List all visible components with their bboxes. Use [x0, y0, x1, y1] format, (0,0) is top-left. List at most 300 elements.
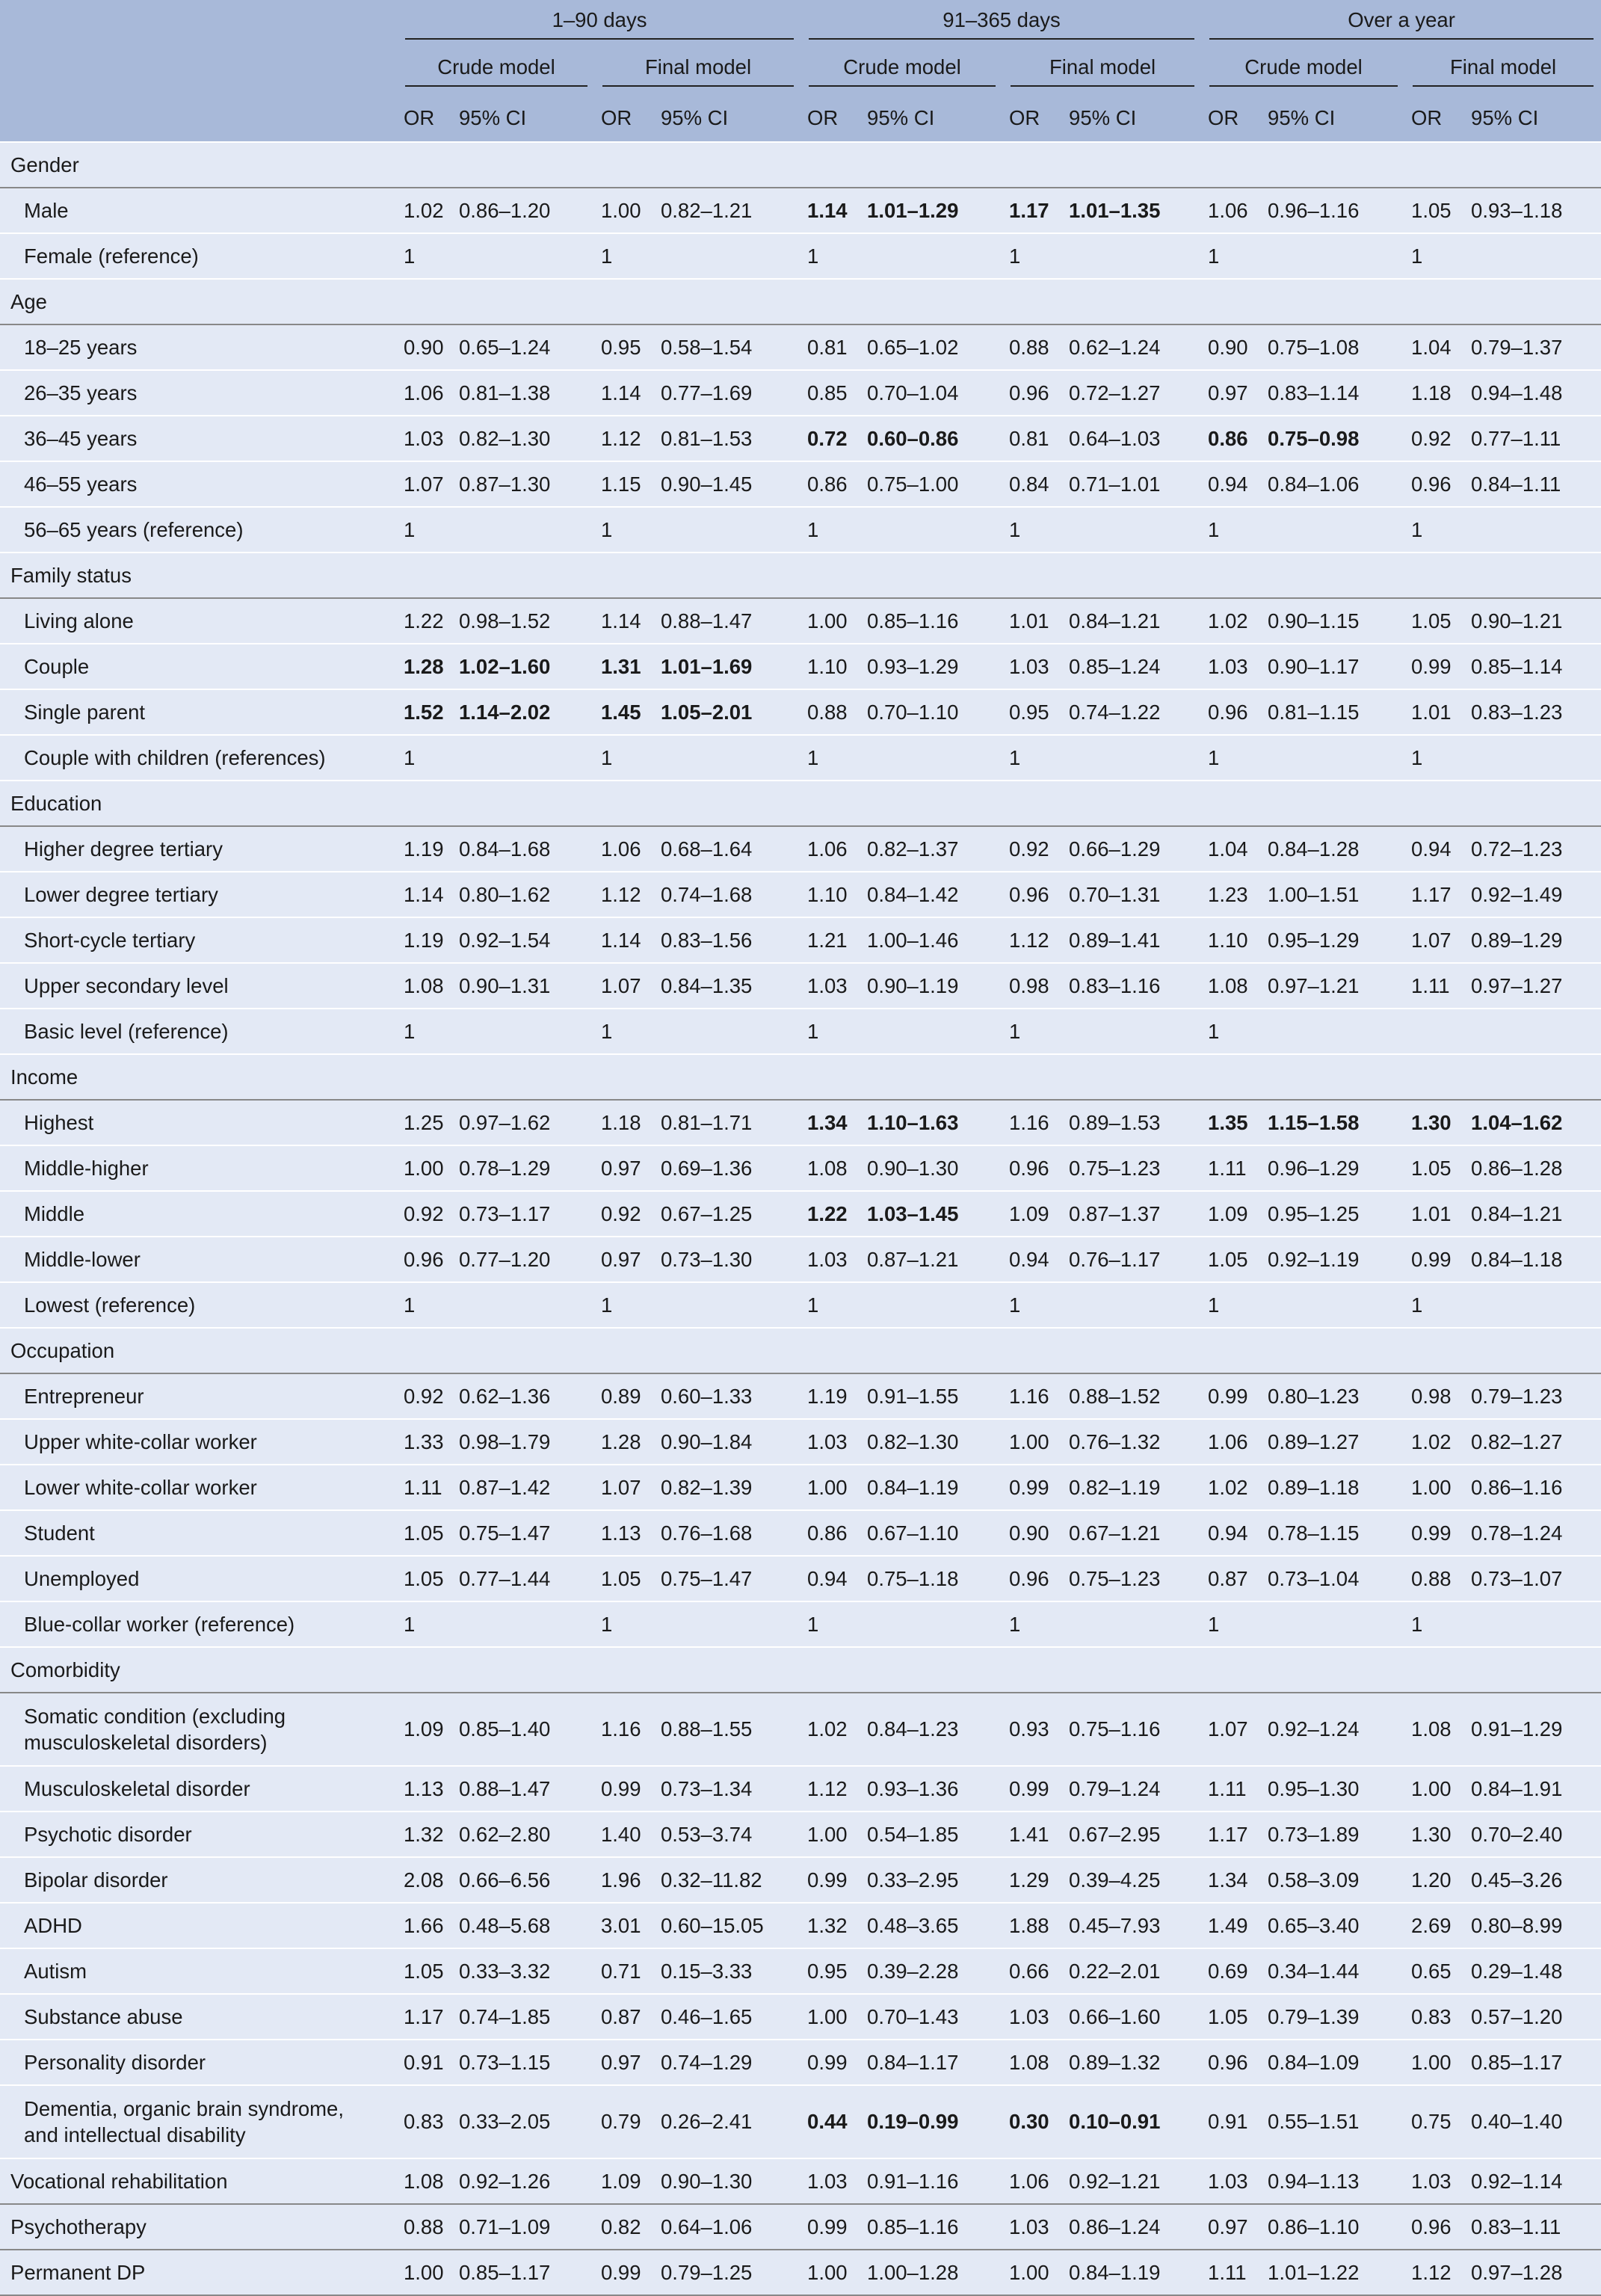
group-filler [398, 1054, 1601, 1100]
ci-value: 0.87–1.37 [1063, 1191, 1202, 1237]
group-label: Income [0, 1054, 398, 1100]
or-value: 1.25 [398, 1100, 453, 1145]
group-filler [398, 553, 1601, 598]
ci-value [1262, 507, 1405, 553]
ci-value: 0.70–1.31 [1063, 872, 1202, 917]
or-value: 0.95 [595, 324, 655, 370]
or-value: 1 [1202, 233, 1262, 279]
or-value: 0.88 [801, 689, 861, 735]
ci-value [1063, 1009, 1202, 1054]
or-value: 1.02 [801, 1693, 861, 1766]
or-value: 0.92 [595, 1191, 655, 1237]
table-row [0, 188, 1601, 233]
ci-value [1262, 1601, 1405, 1647]
group-filler [398, 1328, 1601, 1373]
ci-value: 0.77–1.20 [453, 1237, 595, 1282]
ci-value: 0.81–1.15 [1262, 689, 1405, 735]
or-value: 1.34 [1202, 1857, 1262, 1903]
row-label: Lower white-collar worker [0, 1465, 398, 1510]
or-value: 1.18 [595, 1100, 655, 1145]
table-row [0, 370, 1601, 416]
row-label: Upper white-collar worker [0, 1419, 398, 1465]
ci-value: 0.87–1.42 [453, 1465, 595, 1510]
ci-value: 0.72–1.27 [1063, 370, 1202, 416]
ci-value: 0.97–1.27 [1465, 963, 1601, 1009]
or-value: 1.04 [1202, 826, 1262, 872]
or-value: 1.11 [1202, 1145, 1262, 1191]
or-value: 1.12 [595, 872, 655, 917]
row-label: Autism [0, 1948, 398, 1994]
or-value: 1 [1405, 1601, 1465, 1647]
ci-value: 0.93–1.18 [1465, 188, 1601, 233]
row-label: Personality disorder [0, 2040, 398, 2085]
ci-value: 0.58–3.09 [1262, 1857, 1405, 1903]
table-group-row [0, 1054, 1601, 1100]
or-value: 1.13 [595, 1510, 655, 1556]
table-row [0, 324, 1601, 370]
ci-value [1262, 735, 1405, 781]
ci-value [861, 1009, 1003, 1054]
ci-value: 0.66–6.56 [453, 1857, 595, 1903]
ci-value: 0.90–1.17 [1262, 644, 1405, 689]
ci-value: 0.60–0.86 [861, 416, 1003, 461]
header-group-1-90 [398, 0, 801, 47]
ci-value: 0.84–1.91 [1465, 1766, 1601, 1812]
or-value: 1.08 [398, 2158, 453, 2204]
or-value: 1.07 [595, 963, 655, 1009]
header-model-label: Crude model [1209, 55, 1398, 87]
header-group-91-365 [801, 0, 1202, 47]
header-final-2 [1003, 47, 1202, 94]
or-value: 1.40 [595, 1812, 655, 1857]
ci-value: 0.90–1.30 [655, 2158, 801, 2204]
ci-value [453, 735, 595, 781]
or-value: 1 [595, 507, 655, 553]
table-row [0, 461, 1601, 507]
ci-value: 0.84–1.09 [1262, 2040, 1405, 2085]
ci-value [1262, 1009, 1405, 1054]
or-value: 1.11 [1405, 963, 1465, 1009]
ci-value: 0.73–1.15 [453, 2040, 595, 2085]
header-blank [0, 94, 398, 142]
ci-value: 0.45–7.93 [1063, 1903, 1202, 1948]
ci-value: 0.84–1.21 [1063, 598, 1202, 644]
ci-value: 0.75–1.16 [1063, 1693, 1202, 1766]
ci-value: 0.85–1.16 [861, 2204, 1003, 2250]
ci-value [1465, 1009, 1601, 1054]
or-value: 1.22 [801, 1191, 861, 1237]
header-crude-1 [398, 47, 595, 94]
or-value: 1.03 [1003, 2204, 1063, 2250]
ci-value: 0.57–1.20 [1465, 1994, 1601, 2040]
ci-value: 0.84–1.35 [655, 963, 801, 1009]
row-label: 46–55 years [0, 461, 398, 507]
row-label: Somatic condition (excluding musculoskeletal disorders) [0, 1693, 398, 1766]
or-value: 0.69 [1202, 1948, 1262, 1994]
or-value: 1.03 [1003, 1994, 1063, 2040]
or-value: 1.19 [801, 1373, 861, 1419]
or-value: 1 [1405, 1282, 1465, 1328]
ci-value: 0.87–1.21 [861, 1237, 1003, 1282]
row-label: Short-cycle tertiary [0, 917, 398, 963]
or-value: 0.86 [1202, 416, 1262, 461]
ci-value: 0.76–1.17 [1063, 1237, 1202, 1282]
ci-value: 0.73–1.17 [453, 1191, 595, 1237]
or-value: 1.00 [801, 1465, 861, 1510]
ci-value: 0.77–1.69 [655, 370, 801, 416]
ci-value: 0.39–4.25 [1063, 1857, 1202, 1903]
row-label: Highest [0, 1100, 398, 1145]
table-row [0, 1191, 1601, 1237]
header-ci: 95% CI [861, 94, 1003, 142]
table-row [0, 2040, 1601, 2085]
or-value: 1 [1405, 735, 1465, 781]
or-value: 1.08 [801, 1145, 861, 1191]
ci-value: 0.33–2.05 [453, 2085, 595, 2158]
or-value: 0.66 [1003, 1948, 1063, 1994]
ci-value: 0.84–1.19 [1063, 2250, 1202, 2295]
row-label: 18–25 years [0, 324, 398, 370]
or-value: 2.69 [1405, 1903, 1465, 1948]
or-value: 1 [1003, 735, 1063, 781]
ci-value: 0.75–1.47 [453, 1510, 595, 1556]
ci-value: 0.65–3.40 [1262, 1903, 1405, 1948]
ci-value: 0.89–1.32 [1063, 2040, 1202, 2085]
ci-value: 0.74–1.29 [655, 2040, 801, 2085]
or-value: 1.03 [801, 1419, 861, 1465]
ci-value: 0.82–1.37 [861, 826, 1003, 872]
ci-value: 0.79–1.23 [1465, 1373, 1601, 1419]
ci-value: 0.70–1.04 [861, 370, 1003, 416]
group-label: Age [0, 279, 398, 324]
or-value: 0.97 [595, 1237, 655, 1282]
header-crude-2 [801, 47, 1003, 94]
ci-value: 0.97–1.28 [1465, 2250, 1601, 2295]
ci-value: 0.84–1.11 [1465, 461, 1601, 507]
ci-value: 0.22–2.01 [1063, 1948, 1202, 1994]
or-value: 1.03 [398, 416, 453, 461]
or-value: 1.03 [1202, 644, 1262, 689]
row-label: Middle-lower [0, 1237, 398, 1282]
ci-value: 0.82–1.19 [1063, 1465, 1202, 1510]
or-value: 1.88 [1003, 1903, 1063, 1948]
table-row [0, 1948, 1601, 1994]
or-value: 0.98 [1405, 1373, 1465, 1419]
or-value: 1 [801, 1601, 861, 1647]
ci-value: 0.87–1.30 [453, 461, 595, 507]
ci-value: 0.81–1.71 [655, 1100, 801, 1145]
ci-value: 0.90–1.45 [655, 461, 801, 507]
or-value: 1.19 [398, 917, 453, 963]
ci-value: 0.85–1.14 [1465, 644, 1601, 689]
header-group-label: 91–365 days [809, 7, 1194, 40]
or-value: 0.44 [801, 2085, 861, 2158]
ci-value: 0.86–1.20 [453, 188, 595, 233]
ci-value: 0.82–1.27 [1465, 1419, 1601, 1465]
or-value: 0.95 [1003, 689, 1063, 735]
or-value: 0.94 [1202, 1510, 1262, 1556]
or-value: 1.17 [1003, 188, 1063, 233]
ci-value: 0.86–1.16 [1465, 1465, 1601, 1510]
or-value: 1 [801, 1009, 861, 1054]
or-value: 1.20 [1405, 1857, 1465, 1903]
or-value: 1.00 [801, 1812, 861, 1857]
or-value: 1.96 [595, 1857, 655, 1903]
or-value: 1.00 [801, 1994, 861, 2040]
or-value: 1.05 [1202, 1237, 1262, 1282]
or-value: 1 [595, 1009, 655, 1054]
or-value: 1.03 [1202, 2158, 1262, 2204]
ci-value: 0.97–1.62 [453, 1100, 595, 1145]
group-filler [398, 781, 1601, 826]
or-value: 0.90 [398, 324, 453, 370]
ci-value: 0.75–1.08 [1262, 324, 1405, 370]
ci-value: 0.73–1.30 [655, 1237, 801, 1282]
ci-value: 0.84–1.68 [453, 826, 595, 872]
group-filler [398, 279, 1601, 324]
ci-value: 0.92–1.26 [453, 2158, 595, 2204]
or-value: 1.45 [595, 689, 655, 735]
row-label: Entrepreneur [0, 1373, 398, 1419]
ci-value: 0.90–1.15 [1262, 598, 1405, 644]
or-value: 1.07 [1405, 917, 1465, 963]
ci-value: 0.97–1.21 [1262, 963, 1405, 1009]
header-model-label: Final model [1011, 55, 1194, 87]
or-value: 0.30 [1003, 2085, 1063, 2158]
or-value: 1.02 [1202, 1465, 1262, 1510]
ci-value: 0.33–2.95 [861, 1857, 1003, 1903]
or-value: 1.06 [1202, 188, 1262, 233]
header-model-label: Crude model [405, 55, 587, 87]
or-value: 1 [398, 1601, 453, 1647]
table-row [0, 1766, 1601, 1812]
ci-value: 0.53–3.74 [655, 1812, 801, 1857]
or-value: 1.01 [1405, 1191, 1465, 1237]
or-value: 1 [1003, 1009, 1063, 1054]
group-filler [398, 1647, 1601, 1693]
ci-value [453, 1009, 595, 1054]
ci-value: 0.89–1.41 [1063, 917, 1202, 963]
ci-value: 0.84–1.42 [861, 872, 1003, 917]
ci-value: 0.64–1.06 [655, 2204, 801, 2250]
ci-value: 0.81–1.53 [655, 416, 801, 461]
ci-value: 0.84–1.23 [861, 1693, 1003, 1766]
or-value: 1.14 [801, 188, 861, 233]
or-value: 1.06 [801, 826, 861, 872]
ci-value: 0.89–1.53 [1063, 1100, 1202, 1145]
or-value: 1.23 [1202, 872, 1262, 917]
header-group-label: 1–90 days [405, 7, 794, 40]
ci-value: 0.39–2.28 [861, 1948, 1003, 1994]
or-value: 1.09 [398, 1693, 453, 1766]
ci-value [861, 507, 1003, 553]
ci-value: 0.70–2.40 [1465, 1812, 1601, 1857]
table-row [0, 1419, 1601, 1465]
ci-value: 0.48–3.65 [861, 1903, 1003, 1948]
ci-value [1465, 233, 1601, 279]
ci-value: 0.93–1.36 [861, 1766, 1003, 1812]
or-value: 1.07 [595, 1465, 655, 1510]
table-group-row [0, 1647, 1601, 1693]
ci-value: 0.96–1.29 [1262, 1145, 1405, 1191]
or-value: 1 [1202, 507, 1262, 553]
ci-value: 0.82–1.30 [453, 416, 595, 461]
table-row [0, 1145, 1601, 1191]
ci-value: 0.75–1.23 [1063, 1145, 1202, 1191]
row-label: ADHD [0, 1903, 398, 1948]
or-value: 0.99 [801, 2204, 861, 2250]
or-value: 0.89 [595, 1373, 655, 1419]
or-value: 1 [398, 1282, 453, 1328]
or-value: 1.30 [1405, 1100, 1465, 1145]
row-label: Substance abuse [0, 1994, 398, 2040]
ci-value: 0.73–1.07 [1465, 1556, 1601, 1601]
or-value: 1.29 [1003, 1857, 1063, 1903]
or-value: 1.12 [1405, 2250, 1465, 2295]
or-value: 0.98 [1003, 963, 1063, 1009]
or-value: 1.12 [1003, 917, 1063, 963]
or-value: 1.04 [1405, 324, 1465, 370]
group-label: Family status [0, 553, 398, 598]
ci-value: 1.00–1.46 [861, 917, 1003, 963]
ci-value: 0.71–1.09 [453, 2204, 595, 2250]
or-value: 1 [801, 1282, 861, 1328]
or-value: 1.11 [398, 1465, 453, 1510]
row-label: Lowest (reference) [0, 1282, 398, 1328]
ci-value: 0.67–2.95 [1063, 1812, 1202, 1857]
ci-value: 0.45–3.26 [1465, 1857, 1601, 1903]
or-value: 1.08 [1405, 1693, 1465, 1766]
ci-value: 0.89–1.29 [1465, 917, 1601, 963]
ci-value: 0.83–1.16 [1063, 963, 1202, 1009]
or-value: 1 [398, 507, 453, 553]
header-ci: 95% CI [1262, 94, 1405, 142]
ci-value: 1.01–1.35 [1063, 188, 1202, 233]
or-value: 1.00 [1003, 1419, 1063, 1465]
ci-value: 0.95–1.30 [1262, 1766, 1405, 1812]
header-blank [0, 0, 398, 47]
ci-value: 1.01–1.29 [861, 188, 1003, 233]
or-value: 1.08 [1202, 963, 1262, 1009]
or-value: 1.21 [801, 917, 861, 963]
ci-value: 0.48–5.68 [453, 1903, 595, 1948]
ci-value: 0.78–1.15 [1262, 1510, 1405, 1556]
or-value: 1.14 [595, 917, 655, 963]
row-label: Couple with children (references) [0, 735, 398, 781]
or-value: 0.92 [398, 1373, 453, 1419]
ci-value [655, 233, 801, 279]
table-group-row [0, 1328, 1601, 1373]
ci-value: 0.29–1.48 [1465, 1948, 1601, 1994]
ci-value [861, 1601, 1003, 1647]
ci-value: 0.77–1.11 [1465, 416, 1601, 461]
ci-value: 0.92–1.21 [1063, 2158, 1202, 2204]
header-ci: 95% CI [1063, 94, 1202, 142]
or-value: 1.06 [1003, 2158, 1063, 2204]
ci-value: 0.67–1.25 [655, 1191, 801, 1237]
ci-value: 0.93–1.29 [861, 644, 1003, 689]
or-value: 0.97 [595, 2040, 655, 2085]
table-row [0, 826, 1601, 872]
ci-value [655, 1009, 801, 1054]
ci-value: 0.62–1.24 [1063, 324, 1202, 370]
or-value: 1.03 [801, 2158, 861, 2204]
header-group-over-year [1202, 0, 1601, 47]
or-value: 0.99 [595, 1766, 655, 1812]
or-value: 0.99 [801, 1857, 861, 1903]
ci-value: 0.62–2.80 [453, 1812, 595, 1857]
row-label: Higher degree tertiary [0, 826, 398, 872]
ci-value: 0.95–1.25 [1262, 1191, 1405, 1237]
or-value: 1 [398, 735, 453, 781]
ci-value: 0.66–1.60 [1063, 1994, 1202, 2040]
ci-value: 0.75–1.47 [655, 1556, 801, 1601]
ci-value [453, 233, 595, 279]
ci-value [1465, 1282, 1601, 1328]
ci-value [861, 233, 1003, 279]
or-value: 1.06 [595, 826, 655, 872]
ci-value: 0.74–1.68 [655, 872, 801, 917]
or-value: 0.83 [1405, 1994, 1465, 2040]
or-value: 1.00 [398, 1145, 453, 1191]
row-label: Basic level (reference) [0, 1009, 398, 1054]
or-value: 1.05 [1405, 598, 1465, 644]
or-value: 1.00 [398, 2250, 453, 2295]
or-value: 1 [1405, 507, 1465, 553]
ci-value: 0.75–1.23 [1063, 1556, 1202, 1601]
ci-value: 0.83–1.56 [655, 917, 801, 963]
or-value: 1.52 [398, 689, 453, 735]
or-value: 1.41 [1003, 1812, 1063, 1857]
ci-value: 0.76–1.32 [1063, 1419, 1202, 1465]
group-label: Comorbidity [0, 1647, 398, 1693]
ci-value: 0.40–1.40 [1465, 2085, 1601, 2158]
row-label: Student [0, 1510, 398, 1556]
or-value: 1.05 [1202, 1994, 1262, 2040]
or-value: 1.10 [801, 872, 861, 917]
or-value: 1 [1003, 1282, 1063, 1328]
ci-value: 0.90–1.21 [1465, 598, 1601, 644]
or-value: 0.97 [1202, 2204, 1262, 2250]
ci-value [453, 1282, 595, 1328]
or-value: 1.02 [1202, 598, 1262, 644]
header-or: OR [1202, 94, 1262, 142]
ci-value: 0.75–0.98 [1262, 416, 1405, 461]
header-or: OR [801, 94, 861, 142]
or-value: 1.01 [1405, 689, 1465, 735]
ci-value [1063, 233, 1202, 279]
or-value: 0.97 [595, 1145, 655, 1191]
row-label: 26–35 years [0, 370, 398, 416]
row-label: Blue-collar worker (reference) [0, 1601, 398, 1647]
header-model-label: Final model [1413, 55, 1594, 87]
ci-value: 0.88–1.47 [453, 1766, 595, 1812]
or-value: 1.18 [1405, 370, 1465, 416]
table-row [0, 872, 1601, 917]
ci-value [655, 735, 801, 781]
ci-value: 0.83–1.14 [1262, 370, 1405, 416]
ci-value: 0.81–1.38 [453, 370, 595, 416]
ci-value: 0.78–1.24 [1465, 1510, 1601, 1556]
or-value: 1.31 [595, 644, 655, 689]
table-row [0, 416, 1601, 461]
or-value: 1.01 [1003, 598, 1063, 644]
or-value: 1.02 [1405, 1419, 1465, 1465]
ci-value: 0.90–1.30 [861, 1145, 1003, 1191]
row-label: Upper secondary level [0, 963, 398, 1009]
header-crude-3 [1202, 47, 1405, 94]
or-value: 1.00 [595, 188, 655, 233]
